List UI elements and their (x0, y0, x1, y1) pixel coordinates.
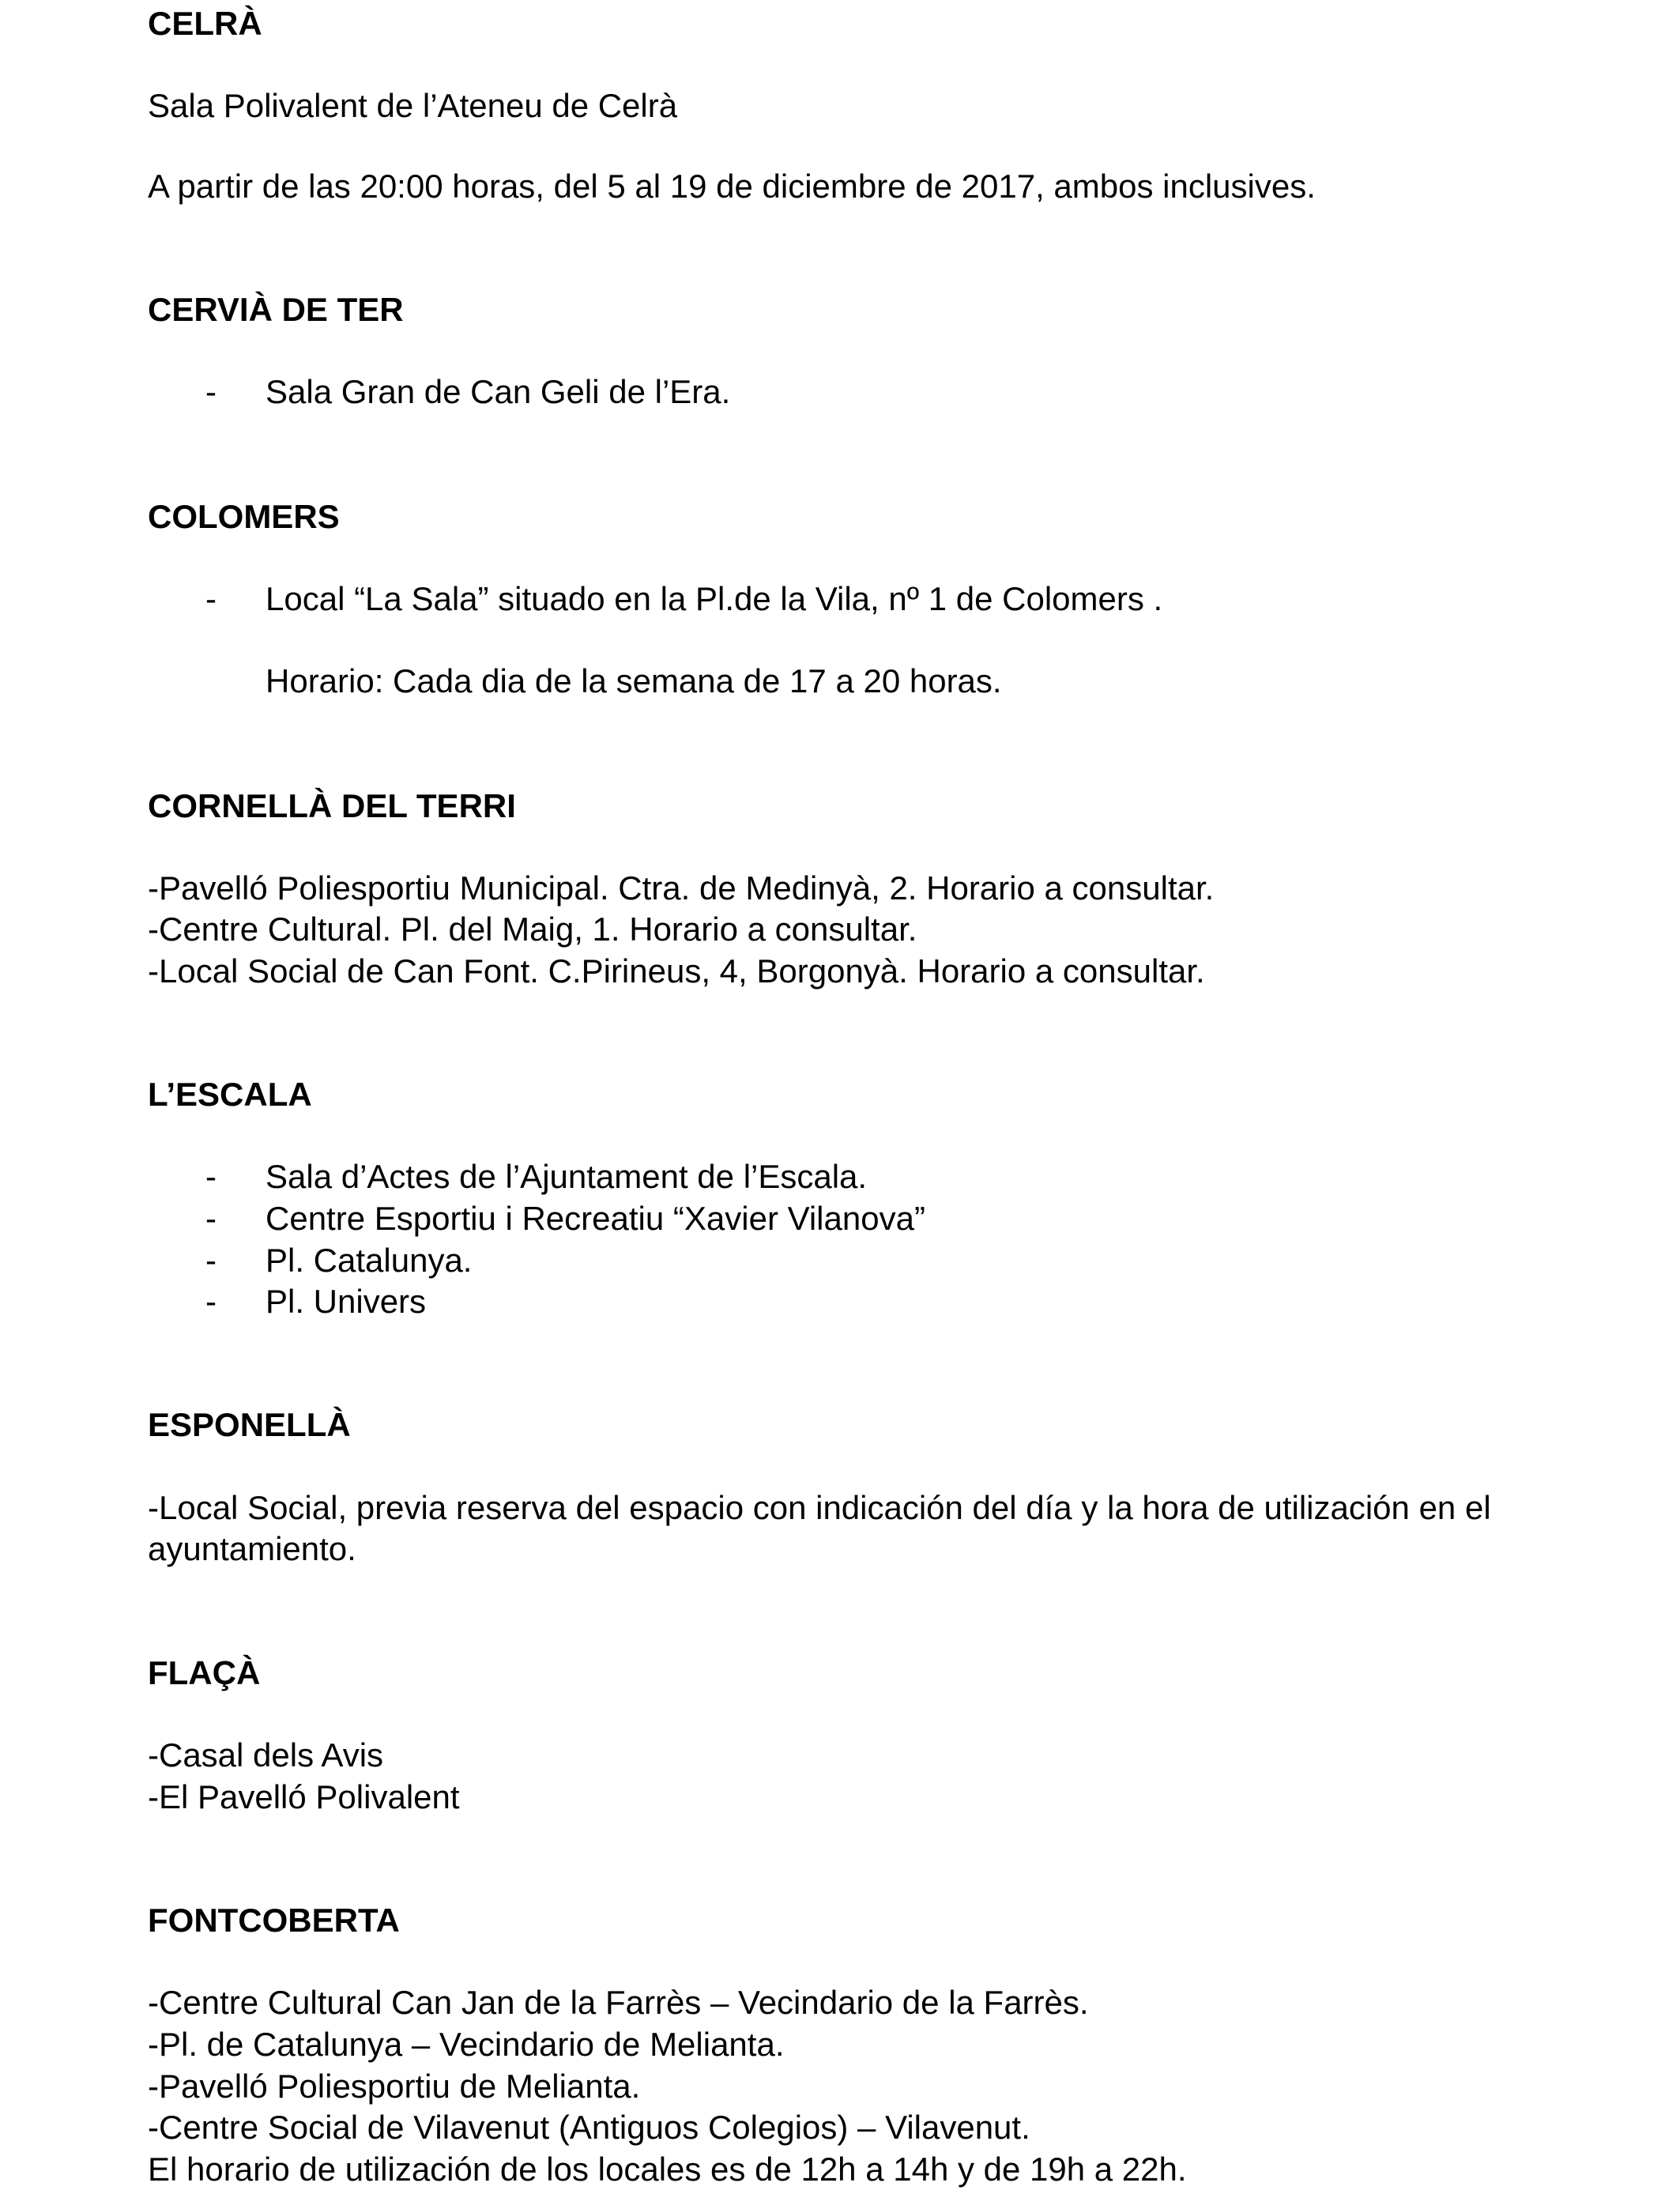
bullet-dash: - (205, 1200, 217, 1237)
section-heading-flaca: FLAÇÀ (148, 1654, 261, 1691)
bullet-dash: - (205, 1158, 217, 1195)
lescala-item: Sala d’Actes de l’Ajuntament de l’Escala. (266, 1158, 868, 1195)
esponella-line: -Local Social, previa reserva del espacio con indicación del día y la hora de utilización en el (148, 1489, 1491, 1526)
colomers-schedule: Horario: Cada dia de la semana de 17 a 20 horas. (266, 662, 1002, 699)
cervia-item: Sala Gran de Can Geli de l’Era. (266, 373, 731, 410)
section-heading-celra: CELRÀ (148, 5, 262, 42)
lescala-item: Centre Esportiu i Recreatiu “Xavier Vilanova” (266, 1200, 925, 1237)
section-heading-cornella: CORNELLÀ DEL TERRI (148, 787, 516, 824)
fontcoberta-line: El horario de utilización de los locales es de 12h a 14h y de 19h a 22h. (148, 2151, 1187, 2188)
lescala-item: Pl. Univers (266, 1283, 427, 1320)
section-heading-colomers: COLOMERS (148, 498, 340, 535)
bullet-dash: - (205, 1242, 217, 1279)
colomers-item: Local “La Sala” situado en la Pl.de la Vila, nº 1 de Colomers . (266, 580, 1163, 617)
esponella-line: ayuntamiento. (148, 1530, 356, 1567)
bullet-dash: - (205, 1283, 217, 1320)
celra-schedule: A partir de las 20:00 horas, del 5 al 19 de diciembre de 2017, ambos inclusives. (148, 168, 1316, 205)
section-heading-lescala: L’ESCALA (148, 1076, 312, 1113)
flaca-line: -Casal dels Avis (148, 1736, 384, 1774)
section-heading-cervia: CERVIÀ DE TER (148, 291, 404, 328)
lescala-item: Pl. Catalunya. (266, 1242, 473, 1279)
bullet-dash: - (205, 373, 217, 410)
bullet-dash: - (205, 580, 217, 617)
section-heading-fontcoberta: FONTCOBERTA (148, 1902, 400, 1939)
flaca-line: -El Pavelló Polivalent (148, 1778, 460, 1815)
celra-place: Sala Polivalent de l’Ateneu de Celrà (148, 87, 678, 124)
fontcoberta-line: -Centre Social de Vilavenut (Antiguos Colegios) – Vilavenut. (148, 2109, 1030, 2146)
fontcoberta-line: -Centre Cultural Can Jan de la Farrès – Vecindario de la Farrès. (148, 1984, 1089, 2021)
cornella-line: -Local Social de Can Font. C.Pirineus, 4, Borgonyà. Horario a consultar. (148, 952, 1205, 990)
cornella-line: -Centre Cultural. Pl. del Maig, 1. Horario a consultar. (148, 910, 917, 948)
section-heading-esponella: ESPONELLÀ (148, 1406, 351, 1443)
fontcoberta-line: -Pavelló Poliesportiu de Melianta. (148, 2068, 641, 2105)
fontcoberta-line: -Pl. de Catalunya – Vecindario de Melianta. (148, 2026, 785, 2063)
cornella-line: -Pavelló Poliesportiu Municipal. Ctra. de Medinyà, 2. Horario a consultar. (148, 869, 1215, 907)
